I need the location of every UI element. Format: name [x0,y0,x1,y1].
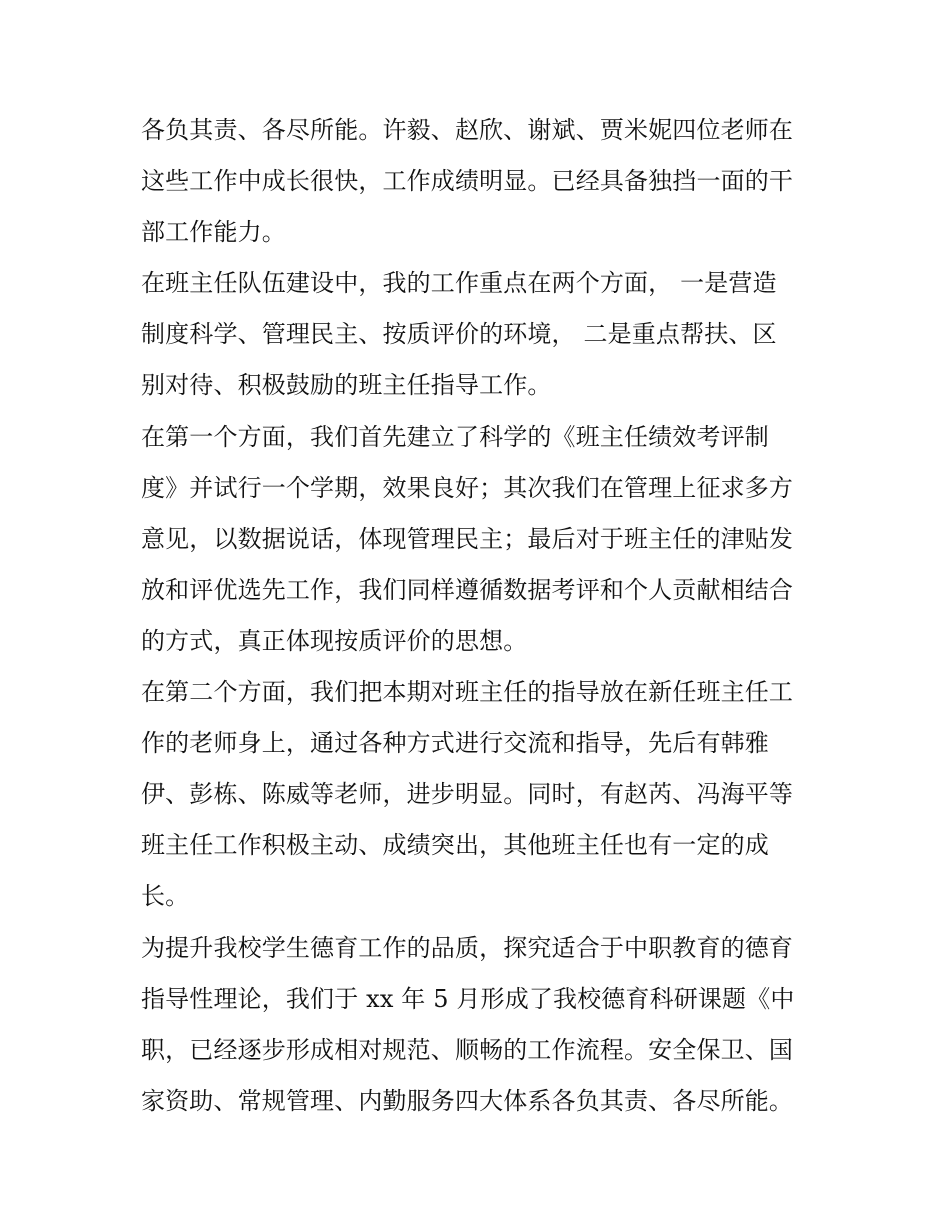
text-line: 这些工作中成长很快，工作成绩明显。已经具备独挡一面的干 [141,167,794,196]
text-line: 的方式，真正体现按质评价的思想。 [141,626,528,655]
text-line: 意见，以数据说话，体现管理民主；最后对于班主任的津贴发 [141,524,794,553]
text-line: 长。 [141,882,190,911]
text-line: 在第二个方面，我们把本期对班主任的指导放在新任班主任工 [141,678,794,707]
text-line: 为提升我校学生德育工作的品质，探究适合于中职教育的德育 [141,933,794,962]
body-text [141,107,821,1129]
text-line: 在班主任队伍建设中，我的工作重点在两个方面， 一是营造 [141,269,777,298]
text-line: 家资助、常规管理、内勤服务四大体系各负其责、各尽所能。 [141,1086,794,1115]
text-line: 度》并试行一个学期，效果良好；其次我们在管理上征求多方 [141,473,794,502]
text-line: 制度科学、管理民主、按质评价的环境， 二是重点帮扶、区 [141,320,777,349]
text-line: 指导性理论，我们于 xx 年 5 月形成了我校德育科研课题《中 [141,984,795,1013]
text-line: 部工作能力。 [141,218,286,247]
text-line: 班主任工作积极主动、成绩突出，其他班主任也有一定的成 [141,831,769,860]
text-line: 职，已经逐步形成相对规范、顺畅的工作流程。安全保卫、国 [141,1035,794,1064]
text-line: 各负其责、各尽所能。许毅、赵欣、谢斌、贾米妮四位老师在 [141,116,794,144]
text-line: 放和评优选先工作，我们同样遵循数据考评和个人贡献相结合 [141,575,794,604]
text-line: 作的老师身上，通过各种方式进行交流和指导，先后有韩雅 [141,729,769,758]
text-line: 别对待、积极鼓励的班主任指导工作。 [141,371,552,400]
text-line: 在第一个方面，我们首先建立了科学的《班主任绩效考评制 [141,422,769,451]
text-line: 伊、彭栋、陈威等老师，进步明显。同时，有赵芮、冯海平等 [141,780,794,809]
